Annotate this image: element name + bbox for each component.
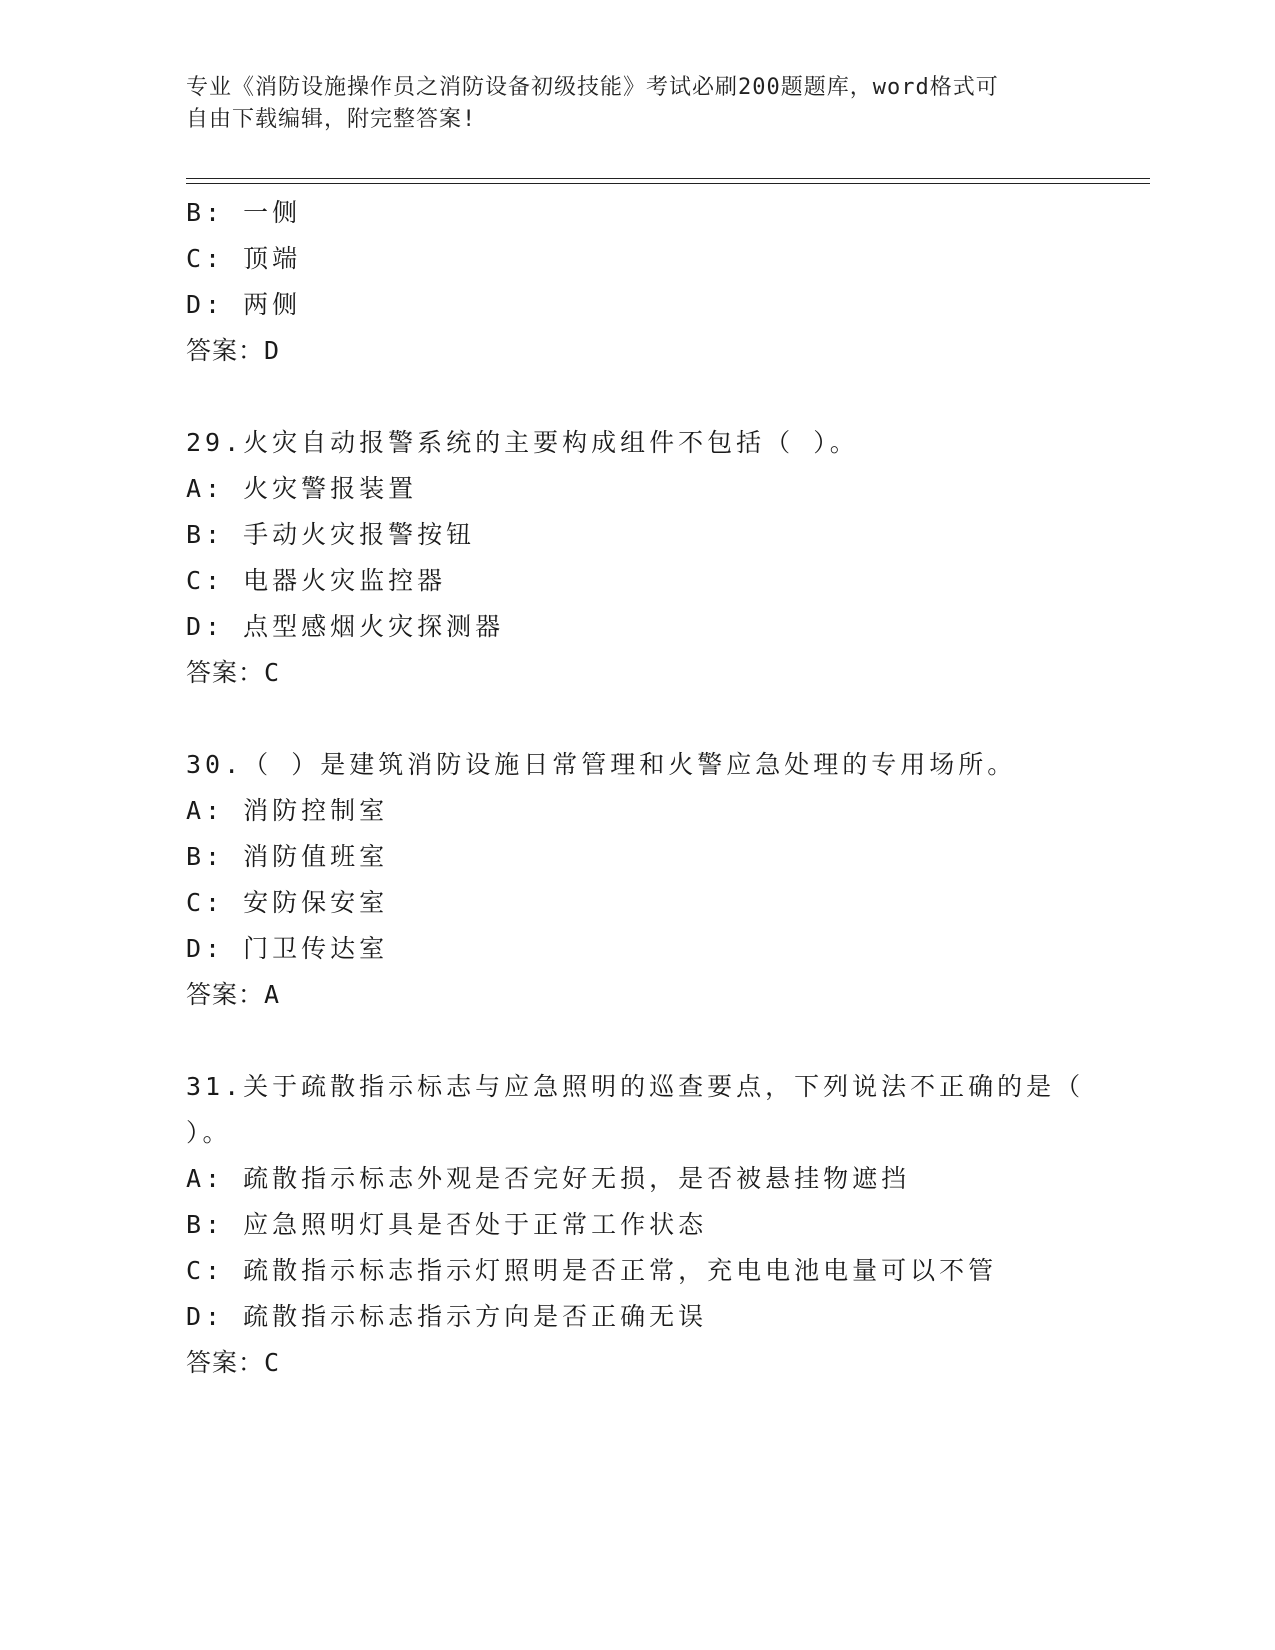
question-block-29 — [186, 420, 1086, 696]
option-c: C: 顶端 — [186, 244, 302, 273]
option-d: D: 两侧 — [186, 290, 302, 319]
question-stem-line-1: 31.关于疏散指示标志与应急照明的巡查要点，下列说法不正确的是（ — [186, 1072, 1085, 1101]
spacer — [186, 696, 1086, 742]
option-b: B: 手动火灾报警按钮 — [186, 520, 476, 549]
option-c: C: 安防保安室 — [186, 888, 389, 917]
option-d: D: 门卫传达室 — [186, 934, 389, 963]
header-divider-top — [186, 178, 1150, 179]
option-c: C: 电器火灾监控器 — [186, 566, 447, 595]
answer-text: 答案：C — [186, 658, 281, 687]
option-b: B: 消防值班室 — [186, 842, 389, 871]
answer-text: 答案：C — [186, 1348, 281, 1377]
option-a: A: 疏散指示标志外观是否完好无损，是否被悬挂物遮挡 — [186, 1164, 911, 1193]
question-list — [186, 190, 1086, 1386]
option-b: B: 一侧 — [186, 198, 302, 227]
question-block-31 — [186, 1064, 1086, 1386]
option-b: B: 应急照明灯具是否处于正常工作状态 — [186, 1210, 708, 1239]
question-block-30 — [186, 742, 1086, 1018]
option-c: C: 疏散指示标志指示灯照明是否正常，充电电池电量可以不管 — [186, 1256, 998, 1285]
question-block-prev — [186, 190, 1086, 374]
option-a: A: 火灾警报装置 — [186, 474, 418, 503]
header-title-line-2: 自由下载编辑，附完整答案! — [186, 107, 477, 132]
spacer — [186, 1018, 1086, 1064]
question-stem: 29.火灾自动报警系统的主要构成组件不包括（ ）。 — [186, 428, 859, 457]
option-d: D: 点型感烟火灾探测器 — [186, 612, 505, 641]
answer-text: 答案：A — [186, 980, 281, 1009]
document-header — [186, 72, 1066, 136]
spacer — [186, 374, 1086, 420]
answer-text: 答案：D — [186, 336, 281, 365]
question-stem-line-2: ）。 — [186, 1118, 232, 1147]
option-d: D: 疏散指示标志指示方向是否正确无误 — [186, 1302, 708, 1331]
header-divider-bottom — [186, 183, 1150, 184]
header-title-line-1: 专业《消防设施操作员之消防设备初级技能》考试必刷200题题库，word格式可 — [186, 75, 999, 100]
option-a: A: 消防控制室 — [186, 796, 389, 825]
question-stem: 30.（ ）是建筑消防设施日常管理和火警应急处理的专用场所。 — [186, 750, 1017, 779]
